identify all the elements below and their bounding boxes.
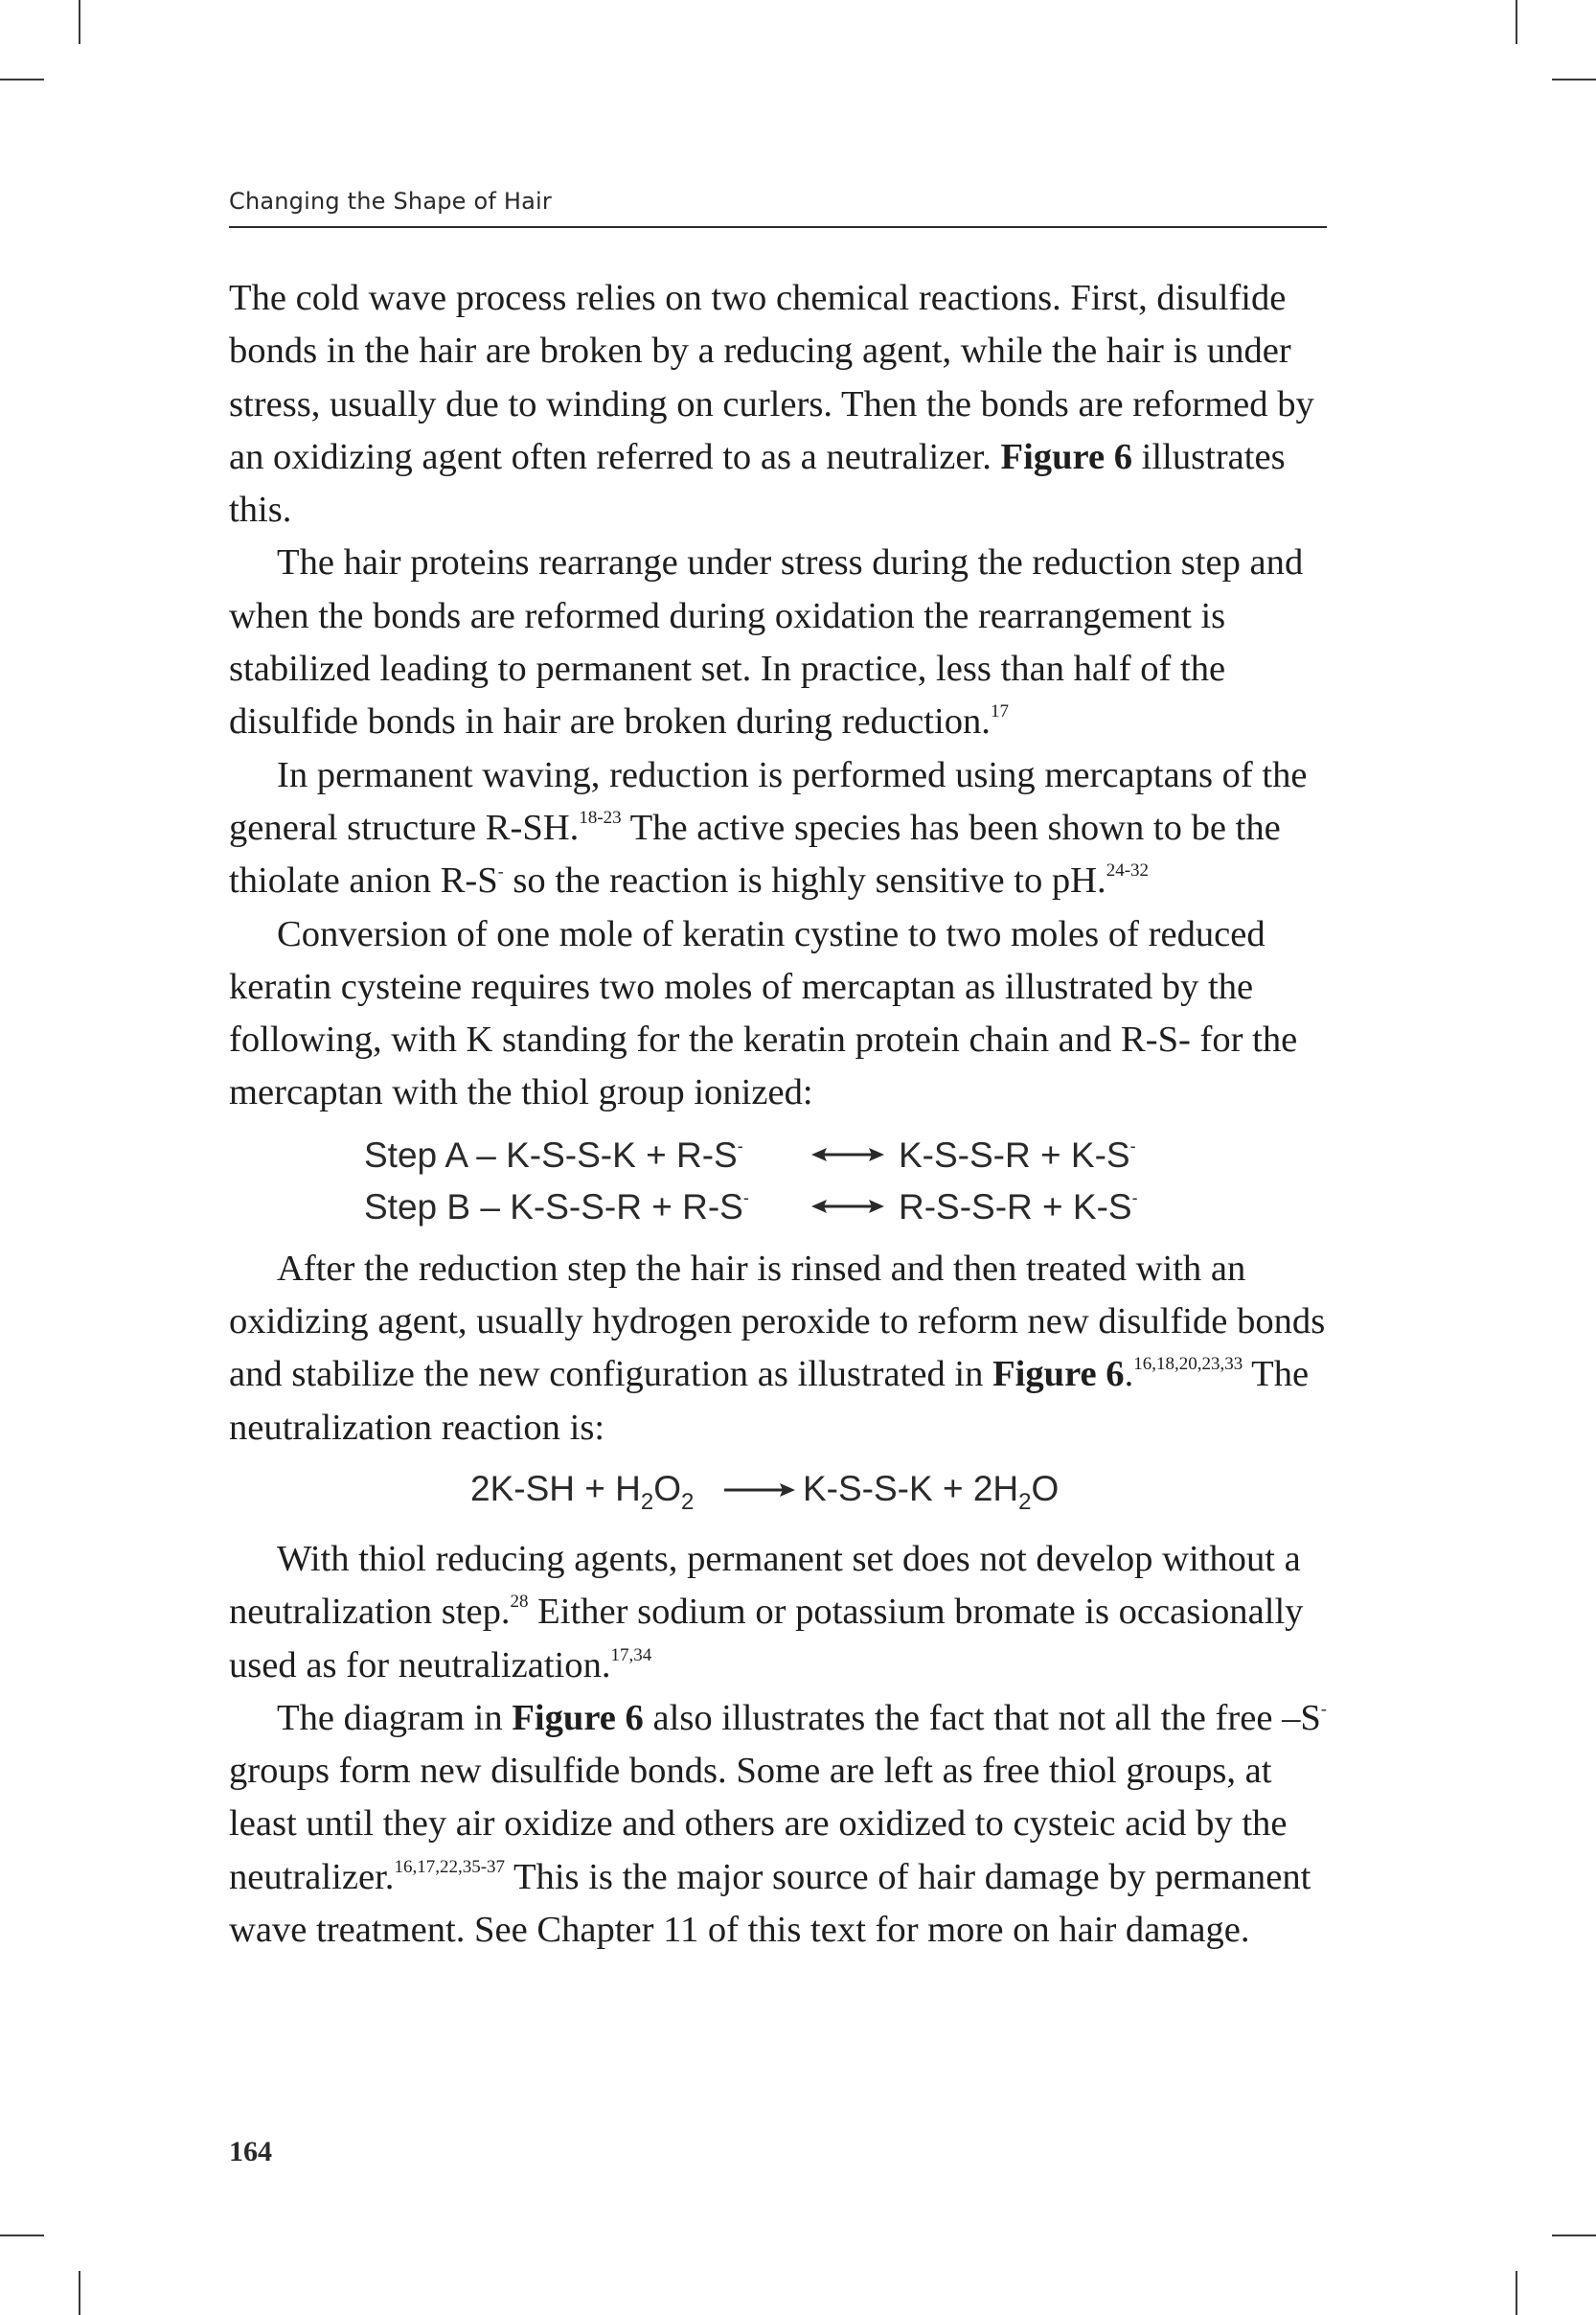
equation-right <box>803 1462 1059 1516</box>
equation-text: O <box>1031 1468 1060 1508</box>
crop-mark <box>1516 0 1517 44</box>
equation-text: O <box>653 1468 682 1508</box>
equation-right <box>899 1181 1138 1233</box>
subscript: 2 <box>1018 1488 1032 1515</box>
citation: 24-32 <box>1106 860 1150 882</box>
reduction-equations <box>229 1130 1331 1233</box>
paragraph-text: The neutralization reaction is: <box>229 1354 1310 1448</box>
charge-superscript: - <box>1131 1187 1138 1207</box>
double-arrow-icon <box>811 1144 884 1165</box>
paragraph-conversion <box>229 908 1331 1120</box>
equation-left <box>364 1130 743 1181</box>
figure-reference: Figure 6 <box>992 1354 1125 1395</box>
paragraph-text: This is the major source of hair damage by permanent wave treatment. See Chapter 11 of this text for more on hair damage. <box>229 1856 1311 1951</box>
paragraph-oxidation <box>229 1243 1331 1455</box>
citation: 17,34 <box>610 1644 652 1665</box>
crop-mark <box>79 2271 80 2315</box>
charge-superscript: - <box>742 1187 749 1207</box>
paragraph-text: The active species has been shown to be the thiolate anion R-S <box>229 807 1281 902</box>
figure-reference: Figure 6 <box>1000 436 1133 477</box>
citation: 16,17,22,35-37 <box>394 1856 506 1877</box>
equation-text: 2K-SH + H <box>470 1468 641 1508</box>
neutralization-equation <box>229 1462 1331 1529</box>
equation-text: Step B – K-S-S-R + R-S <box>364 1186 743 1226</box>
paragraph-cold-wave <box>229 272 1331 537</box>
equation-text: Step A – K-S-S-K + R-S <box>364 1135 738 1175</box>
paragraph-mercaptans <box>229 749 1331 908</box>
crop-mark <box>1516 2271 1517 2315</box>
header-rule <box>229 226 1327 228</box>
charge-superscript: - <box>1129 1135 1136 1156</box>
paragraph-text: also illustrates the fact that not all the free –S <box>643 1697 1321 1738</box>
crop-mark <box>0 2235 44 2236</box>
equation-left <box>364 1181 749 1233</box>
figure-reference: Figure 6 <box>512 1697 644 1738</box>
paragraph-rearrangement <box>229 537 1331 748</box>
paragraph-text: groups form new disulfide bonds. Some are left as free thiol groups, at least until they air oxidize and others are oxidized to cysteic acid by the neutralizer. <box>229 1751 1288 1897</box>
citation: 16,18,20,23,33 <box>1133 1354 1243 1375</box>
equation-step-a <box>229 1130 1331 1181</box>
citation: 17 <box>990 701 1009 722</box>
charge-superscript: - <box>1320 1698 1327 1718</box>
paragraph-text: The cold wave process relies on two chemical reactions. First, disulfide bonds in the hair are broken by a reducing agent, while the hair is under stress, usually due to winding on curlers. Then the bonds are reformed by an oxidizing agent often referred to as a neutralizer. <box>229 278 1314 477</box>
paragraph-thiol-agents <box>229 1533 1331 1692</box>
paragraph-text: With thiol reducing agents, permanent set does not develop without a neutralization step. <box>229 1538 1301 1633</box>
equation-text: K-S-S-R + K-S <box>899 1135 1130 1175</box>
crop-mark <box>0 79 44 80</box>
charge-superscript: - <box>497 861 504 882</box>
equation-step-b <box>229 1181 1331 1233</box>
crop-mark <box>1552 2235 1596 2236</box>
equation-text: R-S-S-R + K-S <box>899 1186 1132 1226</box>
right-arrow-icon <box>724 1480 795 1500</box>
paragraph-text: . <box>1124 1354 1134 1395</box>
subscript: 2 <box>681 1488 695 1515</box>
paragraph-text: Conversion of one mole of keratin cystine to two moles of reduced keratin cysteine requires two moles of mercaptan as illustrated by the following, with K standing for the keratin protein chain and R-S- for the mercaptan with the thiol group ionized: <box>229 913 1298 1113</box>
running-head: Changing the Shape of Hair <box>229 188 552 215</box>
paragraph-text: In permanent waving, reduction is performed using mercaptans of the general structure R-SH. <box>229 754 1308 848</box>
page-number: 164 <box>229 2136 272 2167</box>
paragraph-text: The hair proteins rearrange under stress during the reduction step and when the bonds are reformed during oxidation the rearrangement is stabilized leading to permanent set. In practice, less than half of the disulfide bonds in hair are broken during reduction. <box>229 542 1304 743</box>
crop-mark <box>79 0 80 44</box>
charge-superscript: - <box>737 1135 743 1156</box>
citation: 28 <box>510 1592 529 1613</box>
crop-mark <box>1552 79 1596 80</box>
body-text <box>229 272 1331 1957</box>
equation-right <box>899 1130 1136 1181</box>
equation-text: K-S-S-K + 2H <box>803 1468 1019 1508</box>
citation: 18-23 <box>579 807 622 828</box>
equation-left <box>470 1462 694 1516</box>
double-arrow-icon <box>811 1196 884 1217</box>
subscript: 2 <box>640 1488 654 1515</box>
paragraph-hair-damage <box>229 1692 1331 1957</box>
paragraph-text: so the reaction is highly sensitive to pH. <box>503 860 1106 902</box>
paragraph-text: After the reduction step the hair is rinsed and then treated with an oxidizing agent, usually hydrogen peroxide to reform new disulfide bonds and stabilize the new configuration as illustrated in <box>229 1248 1326 1395</box>
paragraph-text: Either sodium or potassium bromate is occasionally used as for neutralization. <box>229 1592 1304 1685</box>
paragraph-text: illustrates this. <box>229 436 1286 531</box>
paragraph-text: The diagram in <box>277 1697 513 1738</box>
